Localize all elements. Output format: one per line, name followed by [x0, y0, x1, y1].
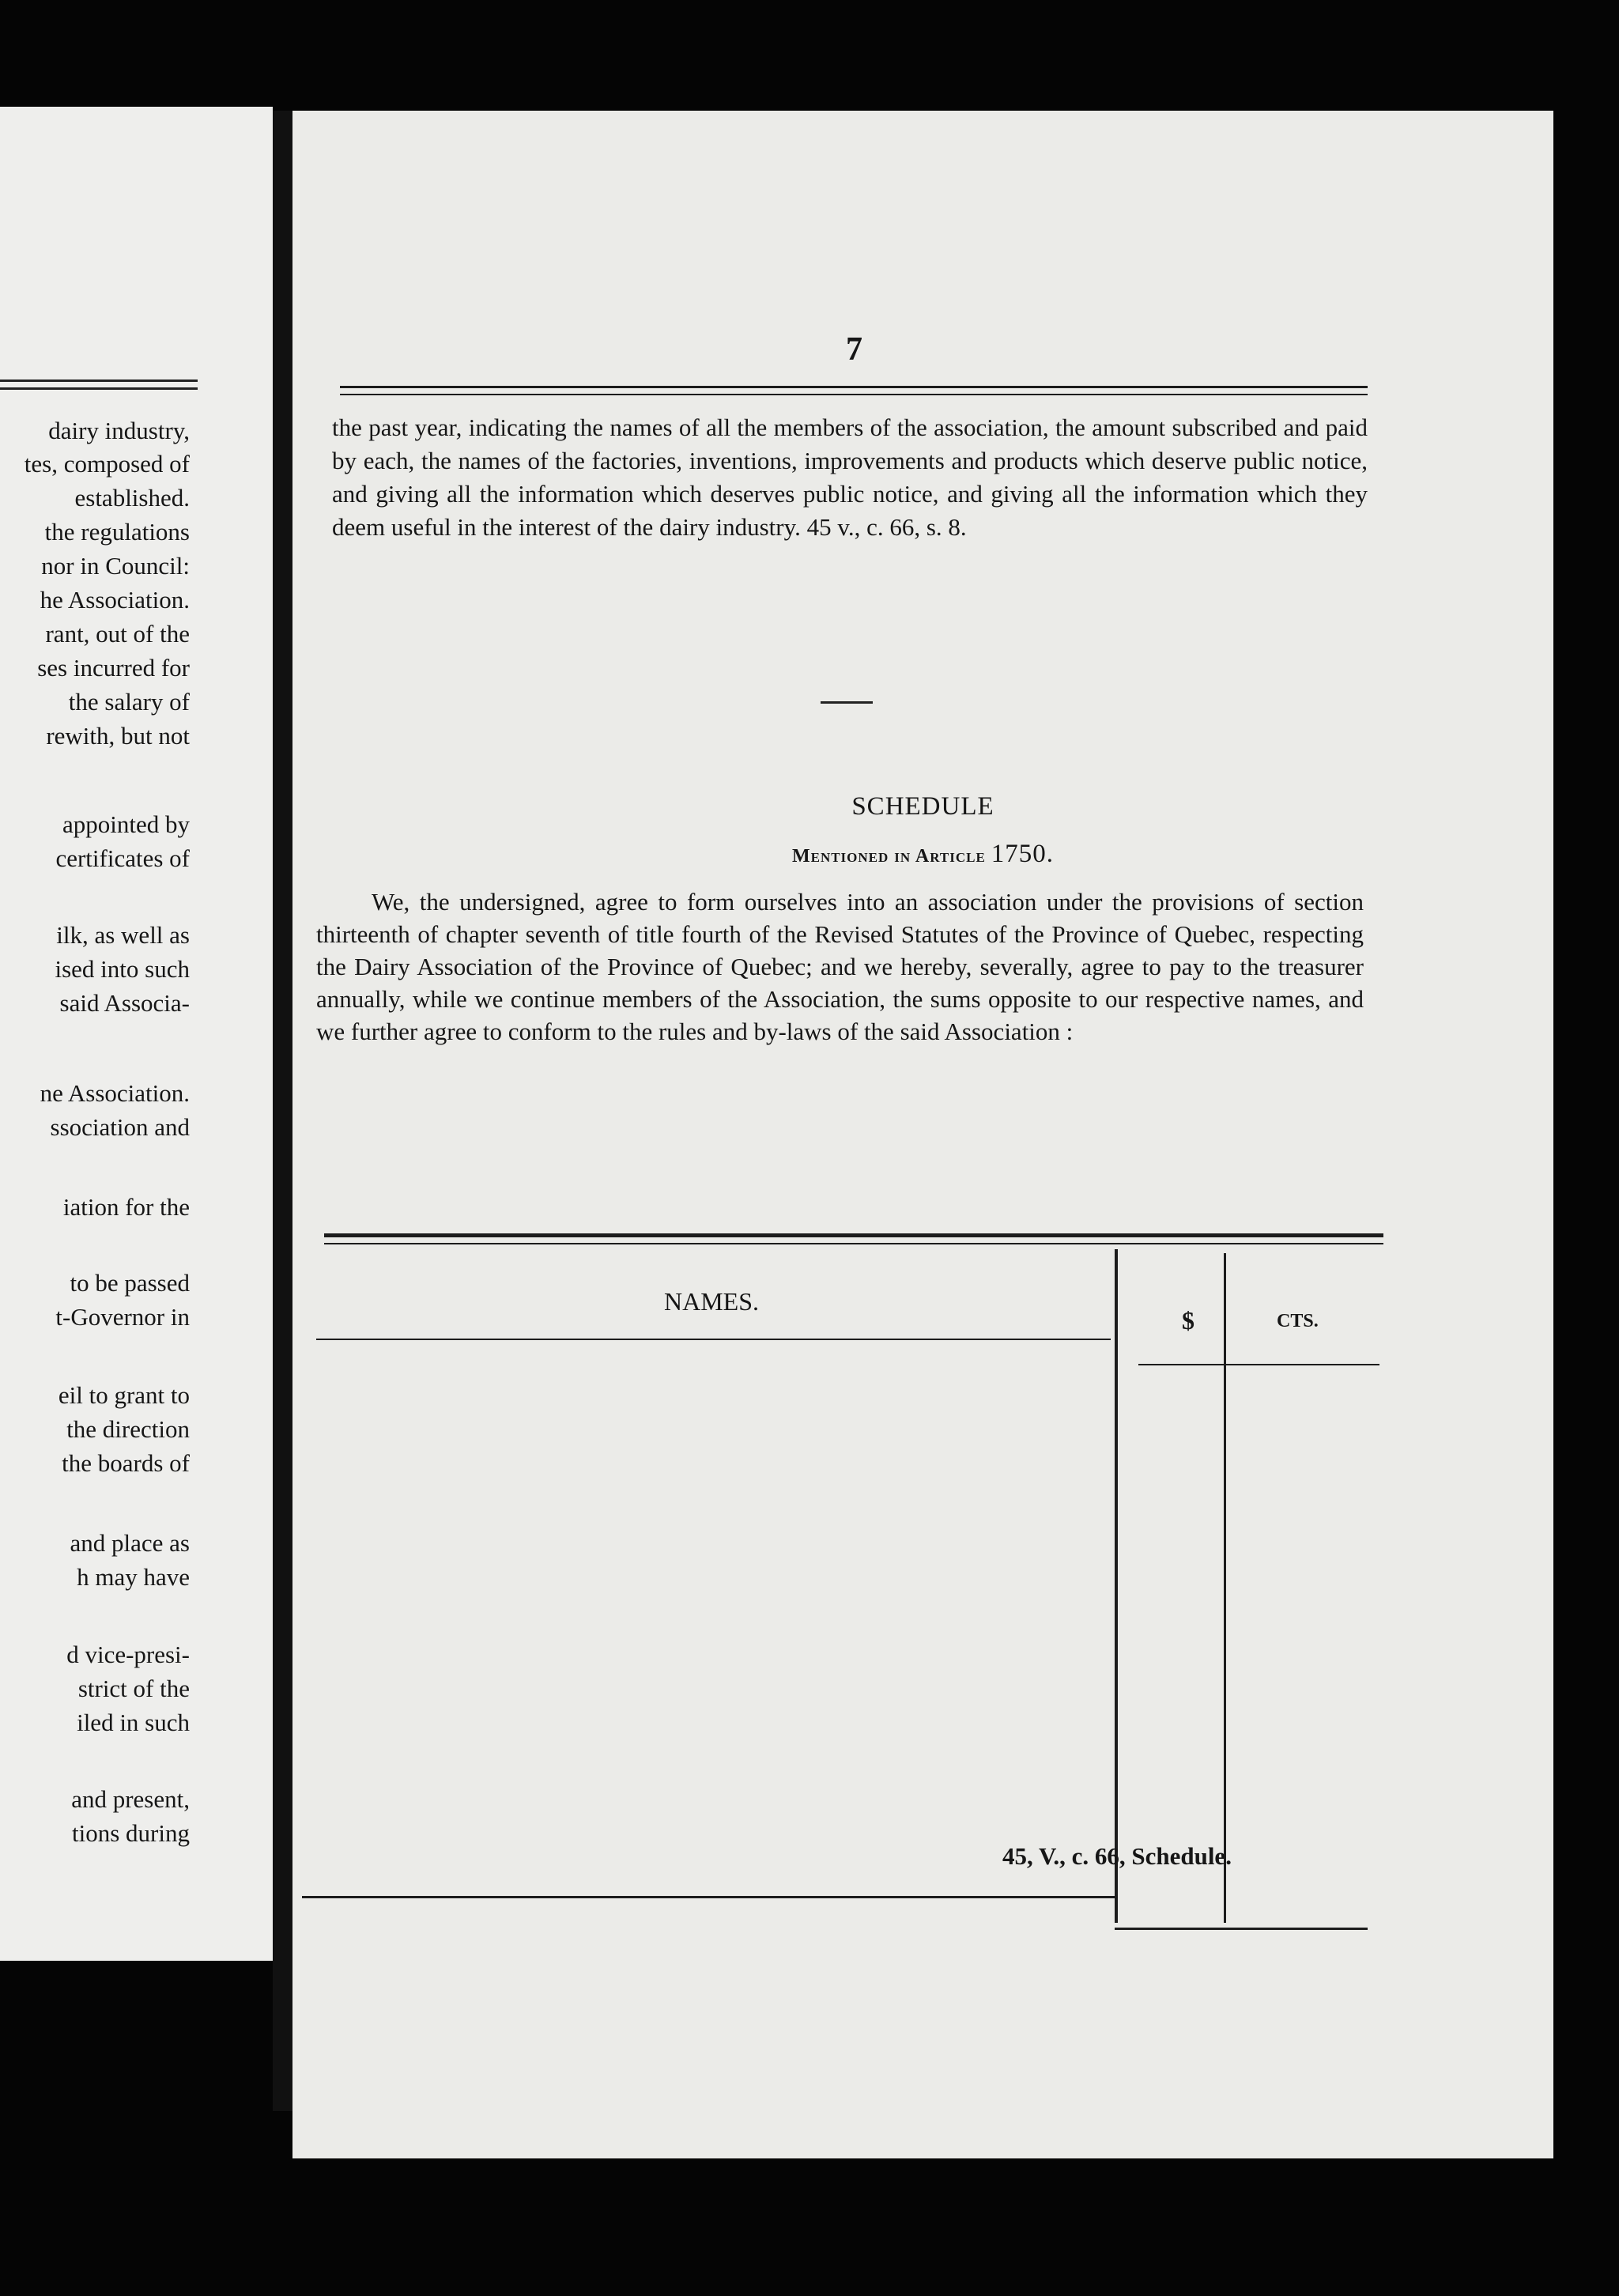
- previous-page-line: tes, composed of: [24, 450, 190, 478]
- previous-page-line: and place as: [70, 1529, 190, 1557]
- signature-table: [292, 111, 1553, 2158]
- book-gutter: [273, 111, 292, 2111]
- previous-page-line: iation for the: [62, 1193, 190, 1221]
- names-column-header: NAMES.: [664, 1287, 760, 1316]
- previous-page-line: and present,: [71, 1785, 190, 1813]
- previous-page-line: the regulations: [44, 518, 190, 546]
- previous-page-line: ne Association.: [40, 1079, 190, 1107]
- previous-page-line: d vice-presi-: [66, 1641, 190, 1668]
- previous-page-line: ised into such: [55, 955, 190, 983]
- previous-page-line: said Associa-: [59, 989, 190, 1017]
- previous-page-line: he Association.: [40, 586, 190, 614]
- previous-page-line: to be passed: [70, 1269, 190, 1297]
- names-header-underline: [316, 1339, 1111, 1340]
- agreement-paragraph: We, the undersigned, agree to form ourselves into an association under the provisions of section thirteenth of chapter seventh of title fourth of the Revised Statutes of the Province of Quebec, respecting the Dairy Association of the Province of Quebec; and we hereby, severally, agree to pay to the treasurer annually, while we continue members of the Association, the sums opposite to our respective names, and we further agree to conform to the rules and by-laws of the said Association :: [316, 888, 1364, 1045]
- document-page: [292, 111, 1553, 2158]
- previous-page-line: the boards of: [62, 1449, 190, 1477]
- page-number: 7: [846, 331, 862, 368]
- previous-page-line: appointed by: [62, 810, 190, 838]
- table-top-rule-thin: [324, 1243, 1383, 1244]
- previous-page-top-rule: [0, 380, 198, 382]
- previous-page-line: the salary of: [68, 688, 190, 716]
- previous-page-line: eil to grant to: [58, 1381, 190, 1409]
- previous-page-line: established.: [74, 484, 190, 512]
- previous-page-line: certificates of: [55, 844, 190, 872]
- previous-page-line: dairy industry,: [48, 417, 190, 444]
- previous-page-line: iled in such: [77, 1709, 190, 1736]
- previous-page-line: strict of the: [77, 1675, 190, 1702]
- cents-column-header: CTS.: [1277, 1311, 1319, 1331]
- previous-page-line: the direction: [66, 1415, 190, 1443]
- footer-citation: 45, V., c. 66, Schedule.: [1002, 1842, 1232, 1870]
- previous-page-top-rule-2: [0, 387, 198, 390]
- previous-page-line: ilk, as well as: [56, 921, 190, 949]
- schedule-title: SCHEDULE: [851, 792, 994, 821]
- dollars-column-header: $: [1182, 1306, 1194, 1335]
- schedule-article-number: 1750.: [991, 840, 1055, 868]
- previous-page-line: rant, out of the: [45, 620, 190, 648]
- previous-page-line: rewith, but not: [46, 722, 190, 750]
- amount-header-underline: [1138, 1364, 1379, 1365]
- schedule-subtitle-text: Mentioned in Article: [791, 846, 986, 867]
- column-divider-left: [1115, 1249, 1118, 1923]
- previous-page-fragment: [0, 107, 273, 1961]
- previous-page-line: h may have: [77, 1563, 190, 1591]
- table-bottom-rule: [302, 1896, 1116, 1898]
- previous-page-line: ssociation and: [50, 1113, 190, 1141]
- continuation-paragraph: the past year, indicating the names of all the members of the association, the amount subscribed and paid by each, the names of the factories, inventions, improvements and products which deserve public notice, and giving all the information which deserves public notice, and giving all the information which they deem useful in the interest of the dairy industry. 45 v., c. 66, s. 8.: [332, 414, 1368, 541]
- table-bottom-rule-right: [1115, 1928, 1368, 1930]
- previous-page-line: ses incurred for: [37, 654, 190, 682]
- column-divider-right: [1224, 1253, 1226, 1923]
- previous-page-line: tions during: [72, 1819, 190, 1847]
- previous-page-line: nor in Council:: [41, 552, 190, 580]
- table-top-rule: [324, 1233, 1383, 1237]
- previous-page-line: t-Governor in: [55, 1303, 190, 1331]
